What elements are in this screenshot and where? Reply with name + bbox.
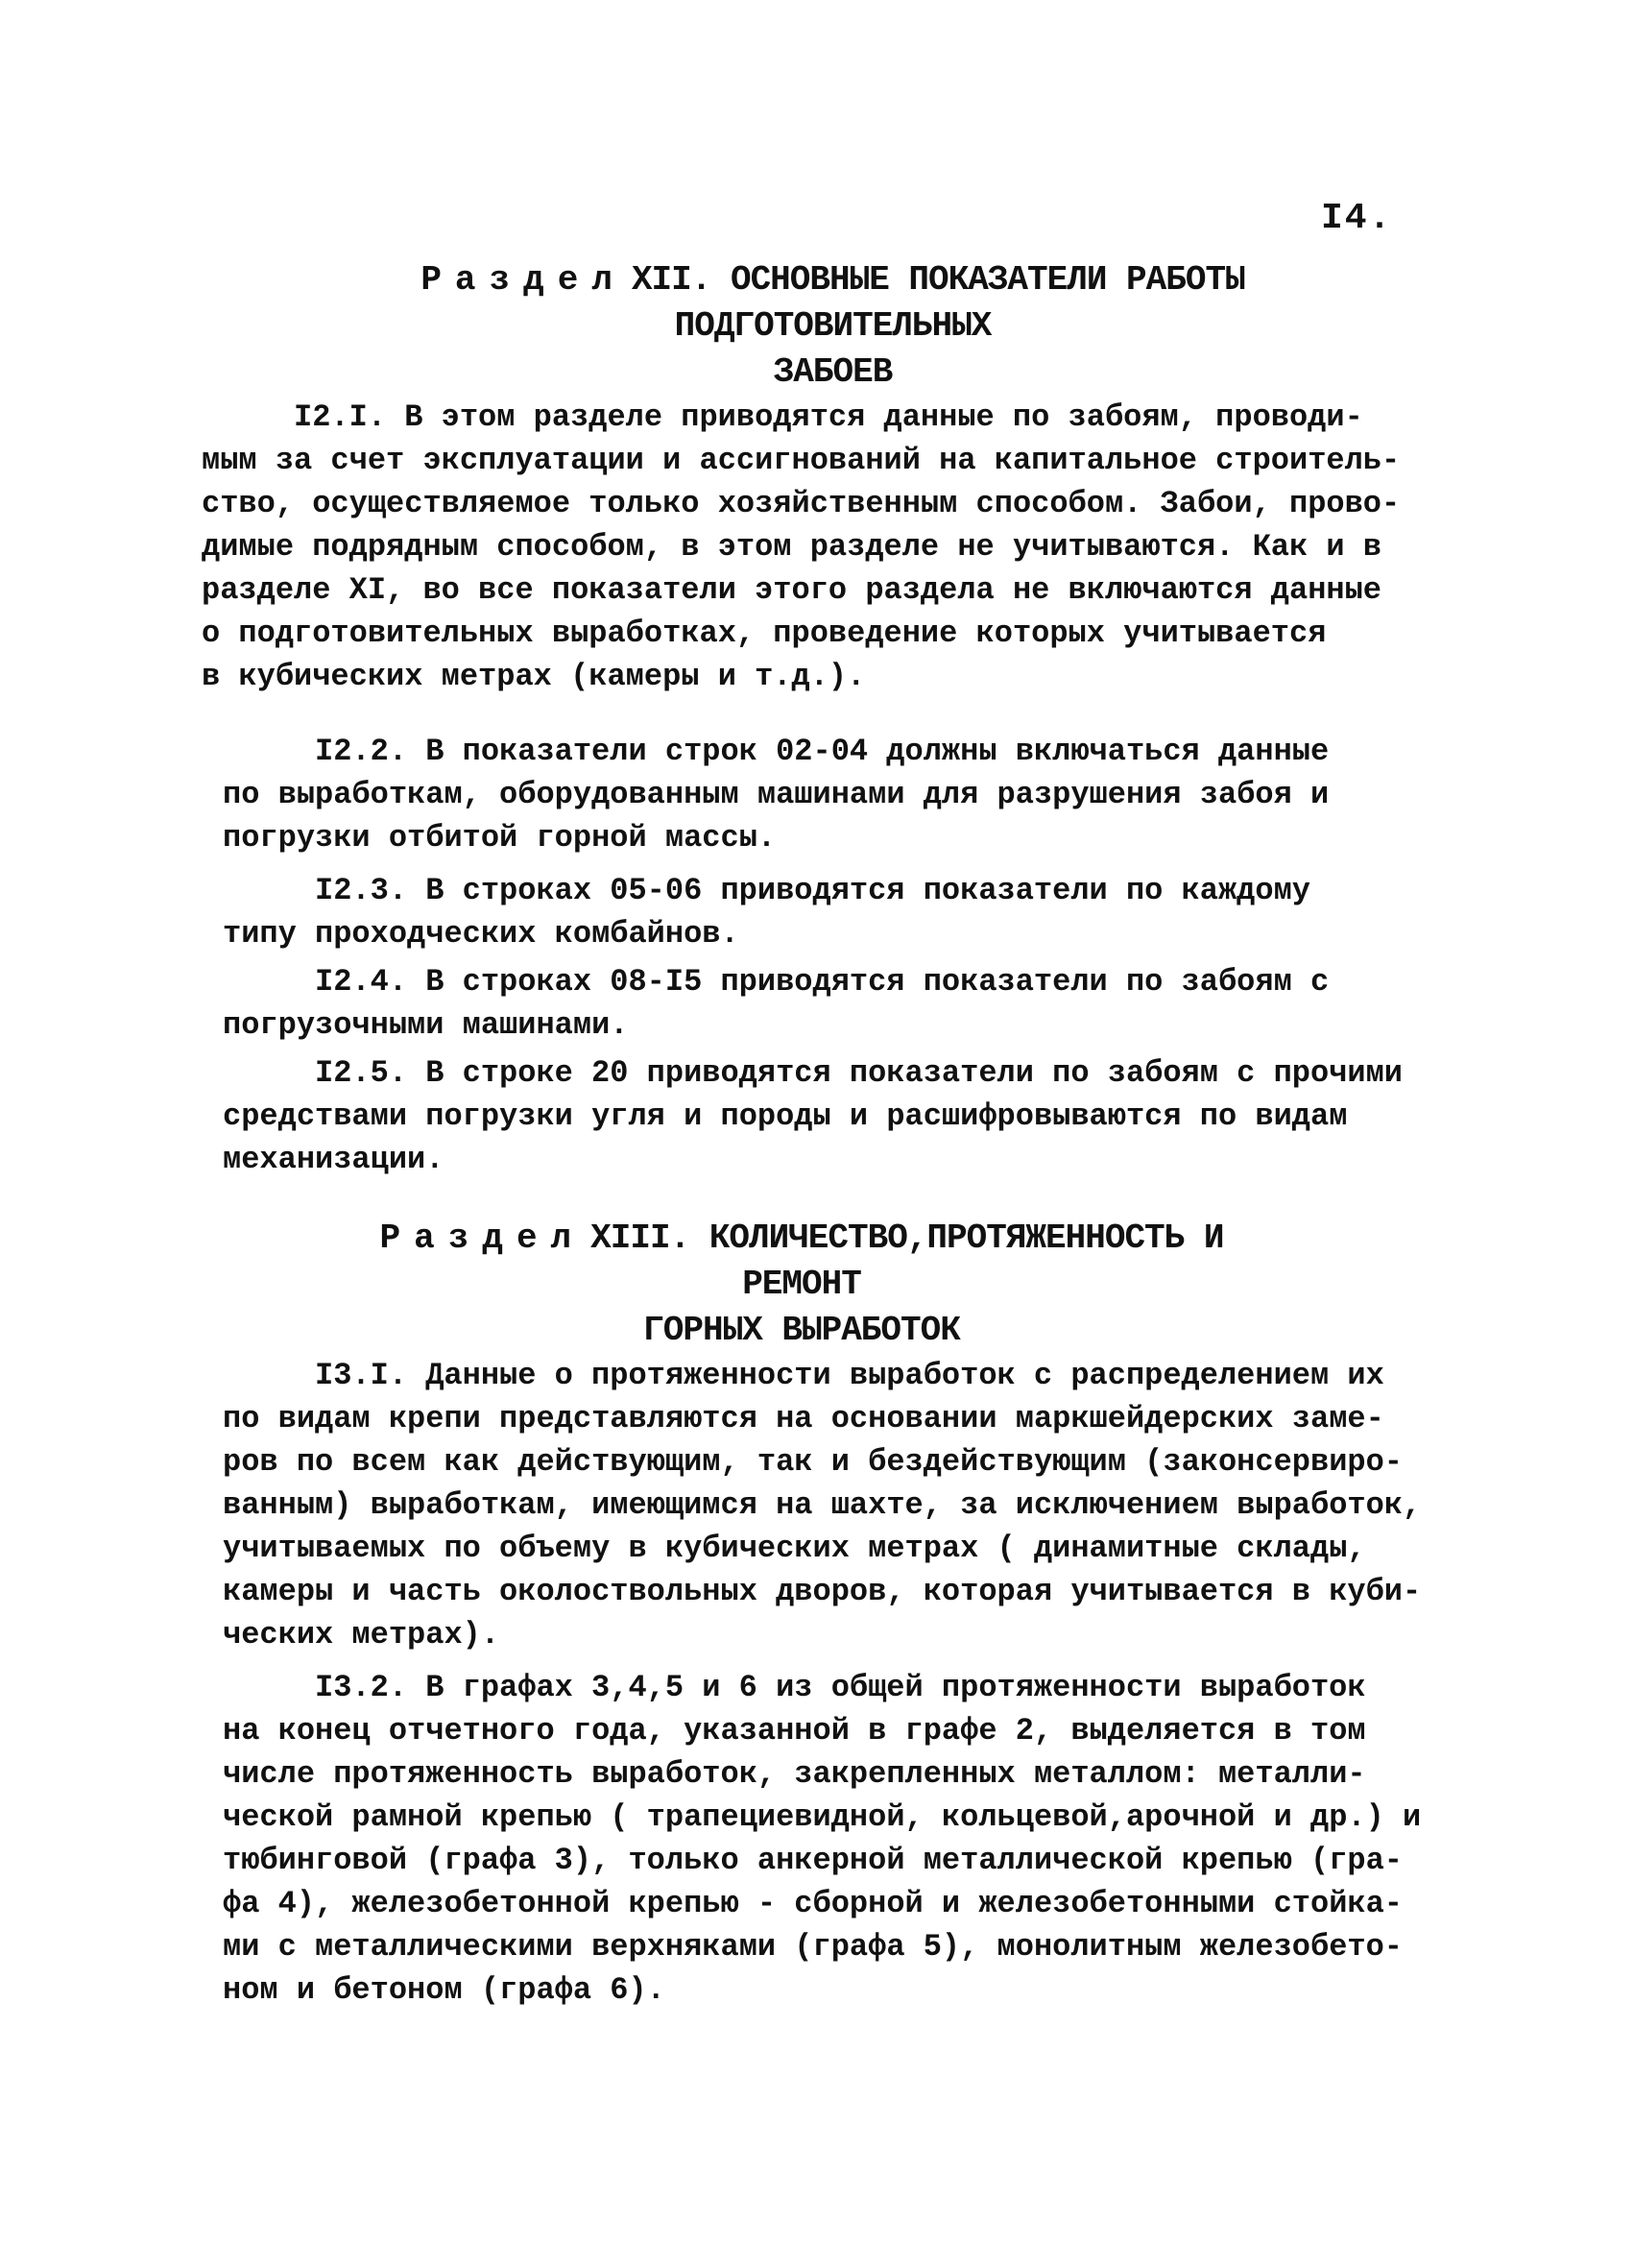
paragraph-12-2 — [223, 730, 1329, 859]
paragraph-line: ми с металлическими верхняками (графа 5), монолитным железобето- — [223, 1929, 1403, 1965]
paragraph-line: I2.2. В показатели строк 02-04 должны включаться данные — [315, 734, 1330, 769]
paragraph-line: I3.I. Данные о протяженности выработок с распределением их — [315, 1358, 1384, 1393]
paragraph-line: димые подрядным способом, в этом разделе не учитываются. Как и в — [202, 529, 1381, 565]
paragraph-line: погрузки отбитой горной массы. — [223, 820, 777, 856]
paragraph-line: разделе XI, во все показатели этого раздела не включаются данные — [202, 572, 1381, 608]
paragraph-line: по выработкам, оборудованным машинами для разрушения забоя и — [223, 777, 1330, 812]
paragraph-line: ческих метрах). — [223, 1617, 500, 1653]
section-12-title: XII. ОСНОВНЫЕ ПОКАЗАТЕЛИ РАБОТЫ ПОДГОТОВИТЕЛЬНЫХ — [631, 260, 1245, 346]
paragraph-line: I3.2. В графах 3,4,5 и 6 из общей протяженности выработок — [315, 1670, 1366, 1705]
paragraph-12-4 — [223, 960, 1329, 1047]
paragraph-line: ном и бетоном (графа 6). — [223, 1972, 665, 2008]
paragraph-12-1 — [202, 396, 1400, 698]
paragraph-line: ческой рамной крепью ( трапециевидной, кольцевой,арочной и др.) и — [223, 1799, 1422, 1835]
paragraph-line: камеры и часть околоствольных дворов, которая учитывается в куби- — [223, 1574, 1422, 1609]
section-13-subtitle: ГОРНЫХ ВЫРАБОТОК — [643, 1311, 960, 1350]
paragraph-line: I2.4. В строках 08-I5 приводятся показатели по забоям с — [315, 964, 1330, 1000]
paragraph-line: ров по всем как действующим, так и бездействующим (законсервиро- — [223, 1444, 1403, 1480]
paragraph-line: ванным) выработкам, имеющимся на шахте, за исключением выработок, — [223, 1487, 1422, 1523]
section-12-subtitle: ЗАБОЕВ — [773, 352, 893, 392]
paragraph-line: мым за счет эксплуатации и ассигнований на капитальное строитель- — [202, 443, 1401, 478]
paragraph-line: по видам крепи представляются на основании маркшейдерских заме- — [223, 1401, 1384, 1436]
paragraph-line: ство, осуществляемое только хозяйственным способом. Забои, прово- — [202, 486, 1401, 521]
paragraph-line: I2.5. В строке 20 приводятся показатели по забоям с прочими — [315, 1055, 1403, 1091]
paragraph-line: средствами погрузки угля и породы и расшифровываются по видам — [223, 1098, 1348, 1134]
paragraph-12-5 — [223, 1051, 1403, 1181]
paragraph-line: типу проходческих комбайнов. — [223, 916, 739, 952]
paragraph-line: I2.I. В этом разделе приводятся данные по забоям, проводи- — [294, 399, 1363, 435]
paragraph-line: фа 4), железобетонной крепью - сборной и железобетонными стойка- — [223, 1886, 1403, 1921]
section-13-title: XIII. КОЛИЧЕСТВО,ПРОТЯЖЕННОСТЬ И РЕМОНТ — [590, 1218, 1224, 1304]
paragraph-line: учитываемых по объему в кубических метрах ( динамитные склады, — [223, 1531, 1366, 1566]
page-number: I4. — [1321, 198, 1393, 239]
paragraph-line: тюбинговой (графа 3), только анкерной металлической крепью (гра- — [223, 1843, 1403, 1878]
section-13-heading — [317, 1216, 1286, 1354]
paragraph-line: в кубических метрах (камеры и т.д.). — [202, 659, 866, 694]
paragraph-13-2 — [223, 1666, 1421, 2012]
section-12-heading — [254, 257, 1411, 396]
paragraph-line: о подготовительных выработках, проведение которых учитывается — [202, 615, 1327, 651]
paragraph-12-3 — [223, 869, 1310, 955]
section-12-label: Раздел — [420, 260, 626, 300]
paragraph-13-1 — [223, 1354, 1421, 1656]
paragraph-line: механизации. — [223, 1142, 444, 1177]
paragraph-line: числе протяженность выработок, закрепленных металлом: металли- — [223, 1756, 1366, 1792]
section-13-label: Раздел — [379, 1218, 586, 1258]
paragraph-line: погрузочными машинами. — [223, 1007, 629, 1043]
paragraph-line: на конец отчетного года, указанной в графе 2, выделяется в том — [223, 1713, 1366, 1749]
paragraph-line: I2.3. В строках 05-06 приводятся показатели по каждому — [315, 873, 1310, 908]
